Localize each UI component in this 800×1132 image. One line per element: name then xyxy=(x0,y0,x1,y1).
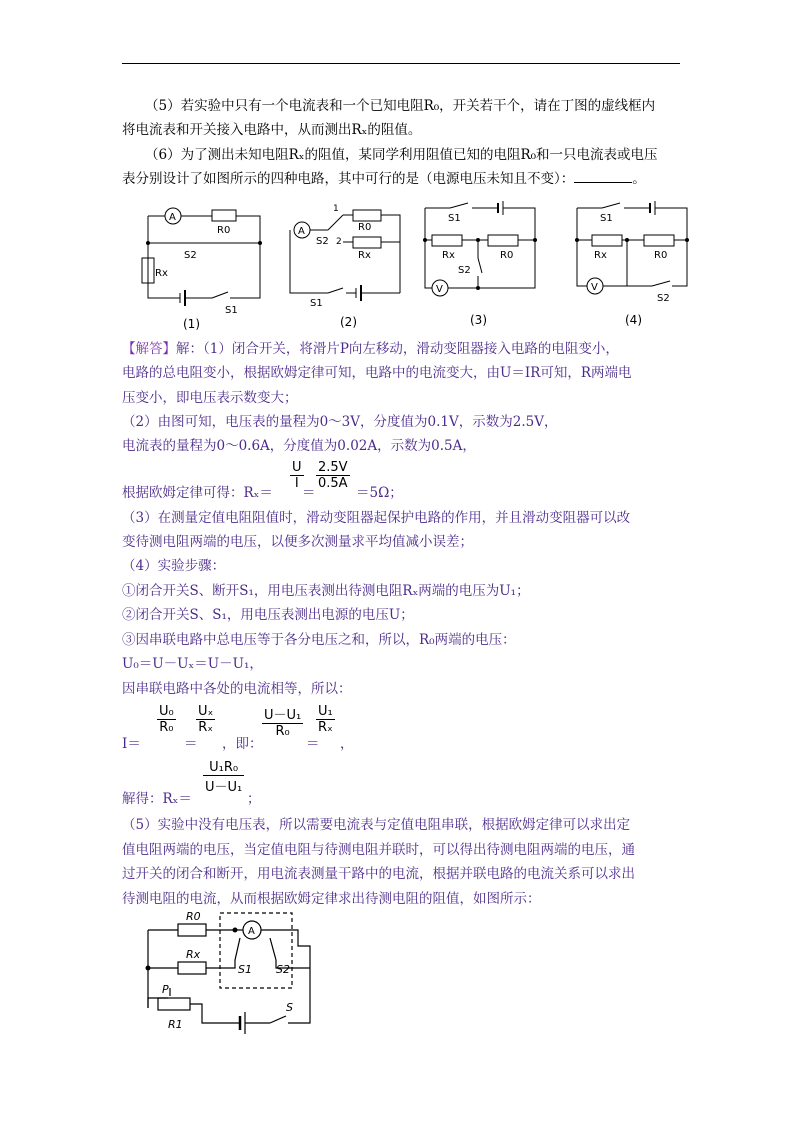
circuit-4 xyxy=(572,198,697,333)
answer-circuit xyxy=(140,908,340,1038)
answer-4-line6: 因串联电路中各处的电流相等，所以： xyxy=(122,681,352,697)
frac-ux-over-rx: $\frac{\text{Uₓ}}{\text{Rₓ}}$ xyxy=(198,704,214,735)
answer-4-eq-mid: ，即： xyxy=(222,736,263,752)
c2-label: (2) xyxy=(340,315,357,329)
answer-5-line1: （5）实验中没有电压表，所以需要电流表与定值电阻串联，根据欧姆定律可以求出定 xyxy=(122,817,631,833)
frac-u-minus-u1-over-r0: $\frac{\text{U－U₁}}{\text{R₀}}$ xyxy=(262,704,303,739)
c1-label: (1) xyxy=(183,317,200,331)
frac-solution: $\frac{\text{U₁R₀}}{\text{U－U₁}}$ xyxy=(205,760,243,795)
c4-rx-label: Rx xyxy=(594,250,607,261)
frac-2.5v-over-0.5a: $\frac{2.5V}{0.5A}$ xyxy=(318,460,348,491)
frac-u1-over-rx: $\frac{\text{U₁}}{\text{Rₓ}}$ xyxy=(318,704,333,735)
ans-s2-label: S2 xyxy=(276,963,290,976)
answer-5-line4: 待测电阻的电流，从而根据欧姆定律求出待测电阻的阻值，如图所示： xyxy=(122,891,541,907)
answer-1-line3: 压变小，即电压表示数变大； xyxy=(122,390,298,406)
c4-s1-label: S1 xyxy=(600,213,613,224)
answer-5-line3: 过开关的闭合和断开，用电流表测量干路中的电流，根据并联电路的电流关系可以求出 xyxy=(122,866,635,882)
c3-label: (3) xyxy=(470,313,487,327)
c1-s1-label: S1 xyxy=(225,305,238,316)
q5-line2: 将电流表和开关接入电路中，从而测出Rₓ的阻值。 xyxy=(122,122,422,138)
answer-4-eq-sign2: ＝ xyxy=(306,736,320,752)
answer-4-line2: ①闭合开关S、断开S₁，用电压表测出待测电阻Rₓ两端的电压为U₁； xyxy=(122,583,530,599)
answer-2-line3-pre: 根据欧姆定律可得：Rₓ＝ xyxy=(122,485,273,501)
c3-s1-label: S1 xyxy=(448,213,461,224)
q6-line1: （6）为了测出未知电阻Rₓ的阻值，某同学利用阻值已知的电阻R₀和一只电流表或电压 xyxy=(145,147,658,163)
c3-voltmeter-label: V xyxy=(436,284,443,295)
c4-label: (4) xyxy=(625,313,642,327)
circuit-3 xyxy=(420,198,545,333)
answer-4-line3: ②闭合开关S、S₁，用电压表测出电源的电压U； xyxy=(122,607,414,623)
c3-s2-label: S2 xyxy=(458,265,471,276)
answer-4-line4: ③因串联电路中总电压等于各分电压之和，所以，R₀两端的电压： xyxy=(122,632,516,648)
header-rule xyxy=(122,63,680,64)
c2-s1-label: S1 xyxy=(310,298,323,309)
ans-s1-label: S1 xyxy=(238,963,252,976)
c3-rx-label: Rx xyxy=(442,250,455,261)
answer-4-eq-sign1: ＝ xyxy=(184,736,198,752)
q5-line1: （5）若实验中只有一个电流表和一个已知电阻R₀，开关若干个，请在丁图的虚线框内 xyxy=(145,98,656,114)
answer-1-line2: 电路的总电阻变小，根据欧姆定律可知，电路中的电流变大，由U＝IR可知，R两端电 xyxy=(122,365,632,381)
c1-rx-label: Rx xyxy=(155,268,168,279)
ans-r0-label: R0 xyxy=(186,910,201,923)
answer-4-solve-end: ； xyxy=(247,791,261,807)
answer-4-eq-end: ， xyxy=(340,736,354,752)
answer-4-line5: U₀＝U－Uₓ＝U－U₁， xyxy=(122,656,263,672)
c2-pos2-label: 2 xyxy=(336,237,342,247)
answer-3-line1: （3）在测量定值电阻阻值时，滑动变阻器起保护电路的作用，并且滑动变阻器可以改 xyxy=(122,510,631,526)
answer-4-solve-pre: 解得：Rₓ＝ xyxy=(122,791,192,807)
circuit-2 xyxy=(288,198,408,333)
ans-s-label: S xyxy=(286,1001,293,1014)
c3-r0-label: R0 xyxy=(500,250,514,261)
c4-s2-label: S2 xyxy=(657,293,670,304)
c2-ammeter-label: A xyxy=(298,226,305,237)
q6-line2: 表分别设计了如图所示的四种电路，其中可行的是（电源电压未知且不变）： 。 xyxy=(122,171,646,187)
ans-ammeter-label: A xyxy=(248,926,255,937)
ans-rx-label: Rx xyxy=(186,948,201,961)
answer-blank[interactable] xyxy=(574,170,632,183)
answer-2-eq: ＝ xyxy=(302,485,316,501)
c4-voltmeter-label: V xyxy=(591,282,598,293)
answer-2-line1: （2）由图可知，电压表的量程为0～3V，分度值为0.1V，示数为2.5V， xyxy=(122,414,558,430)
c2-rx-label: Rx xyxy=(358,250,371,261)
c4-r0-label: R0 xyxy=(654,250,668,261)
c1-r0-label: R0 xyxy=(217,225,231,236)
circuit-1 xyxy=(140,198,270,333)
c1-s2-label: S2 xyxy=(184,250,197,261)
c1-ammeter-label: A xyxy=(169,212,176,223)
ans-r1-label: R1 xyxy=(168,1018,183,1031)
answer-4-line1: （4）实验步骤： xyxy=(122,558,226,574)
answer-2-line2: 电流表的量程为0～0.6A，分度值为0.02A，示数为0.5A， xyxy=(122,438,476,454)
c2-r0-label: R0 xyxy=(358,222,372,233)
answer-4-eq-pre: I＝ xyxy=(122,736,141,752)
c2-s2-label: S2 xyxy=(316,236,329,247)
answer-5-line2: 值电阻两端的电压，当定值电阻与待测电阻并联时，可以得出待测电阻两端的电压，通 xyxy=(122,842,635,858)
answer-3-line2: 变待测电阻两端的电压，以便多次测量求平均值减小误差； xyxy=(122,534,473,550)
ans-p-label: P xyxy=(162,983,169,996)
answer-2-result: ＝5Ω； xyxy=(356,485,403,501)
frac-u0-over-r0: $\frac{\text{U₀}}{\text{R₀}}$ xyxy=(159,704,174,735)
frac-u-over-i: $\frac{U}{I}$ xyxy=(292,460,302,491)
answer-1-line1: 【解答】解：（1）闭合开关，将滑片P向左移动，滑动变阻器接入电路的电阻变小， xyxy=(122,341,619,357)
c2-pos1-label: 1 xyxy=(333,204,339,214)
